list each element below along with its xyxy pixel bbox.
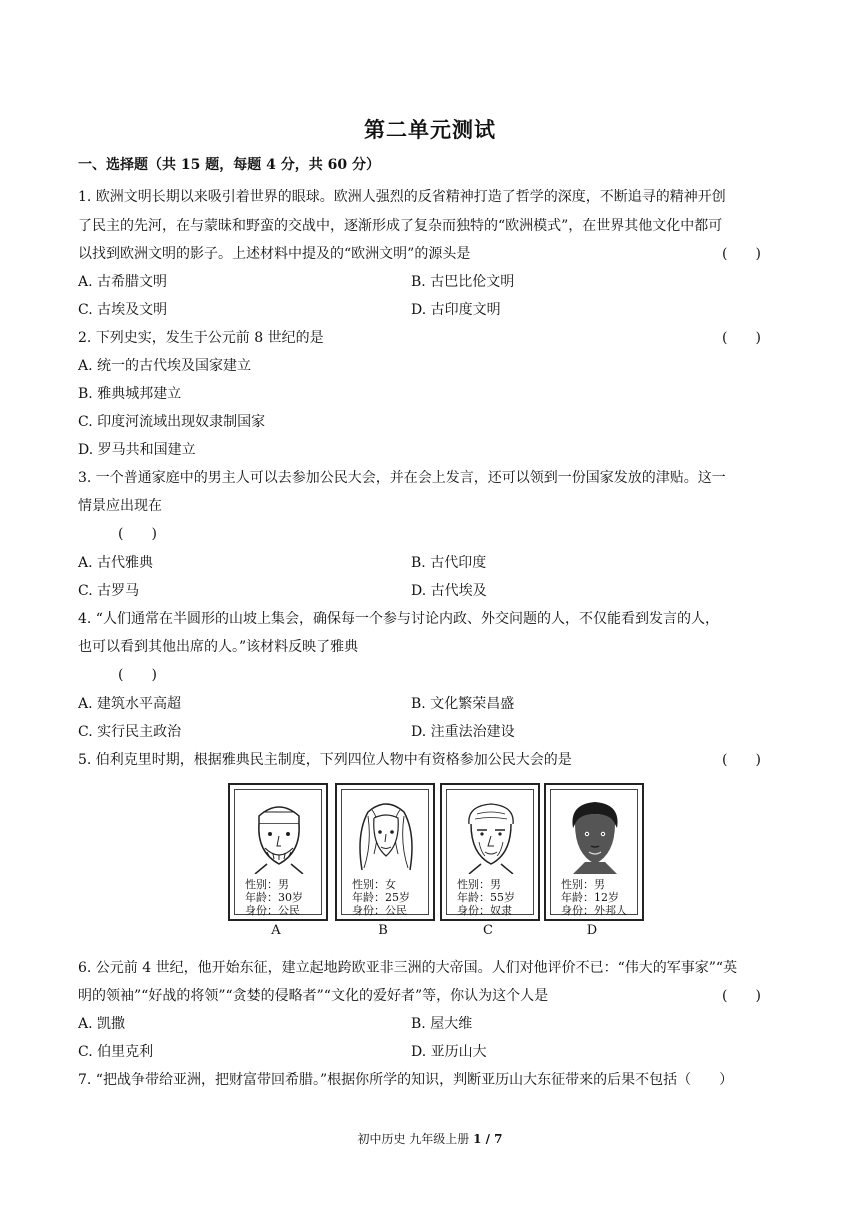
portrait-a-label: A — [271, 923, 281, 938]
q6-answer-paren: ( ) — [722, 988, 761, 1004]
portrait-b-gender: 性别：女 — [352, 878, 396, 891]
portrait-c-gender: 性别：男 — [457, 878, 501, 891]
q4-option-b: B. 文化繁荣昌盛 — [411, 696, 515, 712]
portrait-b-info — [352, 878, 410, 917]
q4-answer-paren: ( ) — [118, 667, 157, 683]
q6-option-c: C. 伯里克利 — [78, 1044, 154, 1060]
portrait-card-a — [228, 783, 328, 921]
q6-option-b: B. 屋大维 — [411, 1016, 473, 1032]
portrait-c-identity: 身份：奴隶 — [457, 904, 512, 917]
q2-stem: 2. 下列史实，发生于公元前 8 世纪的是 — [78, 330, 324, 346]
footer-page-number: 1 / 7 — [473, 1132, 503, 1146]
q5-answer-paren: ( ) — [722, 752, 761, 768]
q5-stem: 5. 伯利克里时期，根据雅典民主制度，下列四位人物中有资格参加公民大会的是 — [78, 752, 572, 768]
q2-option-b: B. 雅典城邦建立 — [78, 386, 182, 402]
portrait-c-label: C — [483, 923, 493, 938]
q4-option-a: A. 建筑水平高超 — [78, 696, 182, 712]
q1-option-d: D. 古印度文明 — [411, 302, 501, 318]
portrait-b-label: B — [378, 923, 388, 938]
q2-option-c: C. 印度河流域出现奴隶制国家 — [78, 414, 266, 430]
portrait-a-info — [245, 878, 303, 917]
footer-course-text: 初中历史 九年级上册 — [357, 1132, 474, 1146]
portrait-c-info — [457, 878, 515, 917]
portrait-c-age: 年龄：55岁 — [457, 891, 515, 904]
portrait-b-age: 年龄：25岁 — [352, 891, 410, 904]
q1-line-3: 以找到欧洲文明的影子。上述材料中提及的“欧洲文明”的源头是 — [78, 246, 471, 262]
page-footer — [0, 1130, 860, 1147]
portrait-d-image — [551, 794, 639, 874]
portrait-a-image — [235, 794, 323, 874]
q1-option-a: A. 古希腊文明 — [78, 274, 168, 290]
q1-option-c: C. 古埃及文明 — [78, 302, 168, 318]
q6-line-1: 6. 公元前 4 世纪，他开始东征，建立起地跨欧亚非三洲的大帝国。人们对他评价不已：“伟大的军事家”“英 — [78, 960, 738, 976]
q3-line-1: 3. 一个普通家庭中的男主人可以去参加公民大会，并在会上发言，还可以领到一份国家发放的津贴。这一 — [78, 470, 726, 486]
q3-answer-paren: ( ) — [118, 526, 157, 542]
q1-line-2: 了民主的先河，在与蒙昧和野蛮的交战中，逐渐形成了复杂而独特的“欧洲模式”，在世界其他文化中都可 — [78, 218, 723, 234]
q6-option-d: D. 亚历山大 — [411, 1044, 487, 1060]
q1-line-1: 1. 欧洲文明长期以来吸引着世界的眼球。欧洲人强烈的反省精神打造了哲学的深度，不断追寻的精神开创 — [78, 189, 726, 205]
q4-option-d: D. 注重法治建设 — [411, 724, 515, 740]
q7-stem: 7. “把战争带给亚洲，把财富带回希腊。”根据你所学的知识，判断亚历山大东征带来的后果不包括（ ） — [78, 1072, 734, 1088]
portrait-card-b — [335, 783, 435, 921]
portrait-d-info — [561, 878, 627, 917]
portrait-d-identity: 身份：外邦人 — [561, 904, 627, 917]
portrait-a-gender: 性别：男 — [245, 878, 289, 891]
q2-answer-paren: ( ) — [722, 330, 761, 346]
q3-option-d: D. 古代埃及 — [411, 583, 487, 599]
portrait-d-label: D — [586, 923, 598, 938]
q3-option-b: B. 古代印度 — [411, 555, 487, 571]
q3-line-2: 情景应出现在 — [78, 498, 162, 514]
q4-option-c: C. 实行民主政治 — [78, 724, 182, 740]
q2-option-d: D. 罗马共和国建立 — [78, 442, 196, 458]
portrait-card-d — [544, 783, 644, 921]
portrait-d-gender: 性别：男 — [561, 878, 605, 891]
section-heading: 一、选择题（共 15 题，每题 4 分，共 60 分） — [78, 157, 380, 173]
q6-line-2: 明的领袖”“好战的将领”“贪婪的侵略者”“文化的爱好者”等，你认为这个人是 — [78, 988, 549, 1004]
q4-line-2: 也可以看到其他出席的人。”该材料反映了雅典 — [78, 639, 359, 655]
q1-option-b: B. 古巴比伦文明 — [411, 274, 515, 290]
page-title: 第二单元测试 — [364, 117, 496, 142]
portrait-b-image — [342, 794, 430, 874]
portrait-a-age: 年龄：30岁 — [245, 891, 303, 904]
portrait-a-identity: 身份：公民 — [245, 904, 300, 917]
q3-option-c: C. 古罗马 — [78, 583, 140, 599]
q4-line-1: 4. “人们通常在半圆形的山坡上集会，确保每一个参与讨论内政、外交问题的人，不仅能看到发言的人， — [78, 611, 719, 627]
q1-answer-paren: ( ) — [722, 246, 761, 262]
portrait-d-age: 年龄：12岁 — [561, 891, 619, 904]
portrait-card-c — [440, 783, 540, 921]
q2-option-a: A. 统一的古代埃及国家建立 — [78, 358, 252, 374]
q6-option-a: A. 凯撒 — [78, 1016, 126, 1032]
q5-portrait-figure — [228, 783, 648, 943]
q3-option-a: A. 古代雅典 — [78, 555, 154, 571]
portrait-b-identity: 身份：公民 — [352, 904, 407, 917]
portrait-c-image — [447, 794, 535, 874]
